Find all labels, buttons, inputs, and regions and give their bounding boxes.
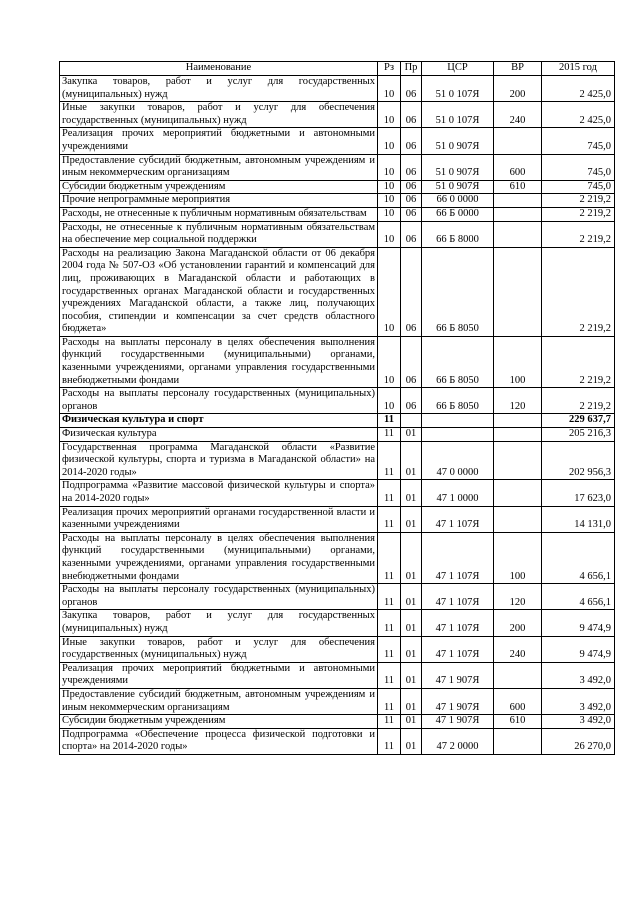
row-sum-cell: 17 623,0	[542, 480, 615, 506]
row-csr-cell: 47 1 907Я	[422, 688, 494, 714]
row-vr-cell	[494, 247, 542, 336]
row-sum-cell: 2 425,0	[542, 76, 615, 102]
row-pr-cell: 01	[401, 728, 422, 754]
row-name-cell: Расходы на выплаты персоналу государственных (муниципальных) органов	[60, 388, 378, 414]
row-csr-cell: 47 1 107Я	[422, 532, 494, 583]
row-vr-cell	[494, 662, 542, 688]
row-pr-cell: 01	[401, 480, 422, 506]
row-rz-cell: 10	[378, 388, 401, 414]
row-name-cell: Расходы на выплаты персоналу государственных (муниципальных) органов	[60, 584, 378, 610]
table-row	[60, 532, 615, 583]
row-sum-cell: 2 219,2	[542, 207, 615, 221]
row-rz-cell: 11	[378, 480, 401, 506]
row-csr-cell: 66 Б 8050	[422, 247, 494, 336]
row-pr-cell: 01	[401, 532, 422, 583]
row-rz-cell: 10	[378, 128, 401, 154]
row-name-cell: Государственная программа Магаданской области «Развитие физической культуры, спорта и туризма в Магаданской области» на 2014-2020 годы»	[60, 441, 378, 480]
row-rz-cell: 10	[378, 247, 401, 336]
row-vr-cell: 610	[494, 715, 542, 729]
row-rz-cell: 10	[378, 207, 401, 221]
row-rz-cell: 11	[378, 662, 401, 688]
row-sum-cell: 745,0	[542, 154, 615, 180]
row-name-cell: Субсидии бюджетным учреждениям	[60, 715, 378, 729]
table-row	[60, 102, 615, 128]
row-pr-cell: 01	[401, 715, 422, 729]
row-vr-cell	[494, 128, 542, 154]
row-pr-cell: 01	[401, 688, 422, 714]
row-rz-cell: 10	[378, 102, 401, 128]
row-sum-cell: 2 425,0	[542, 102, 615, 128]
row-csr-cell: 66 Б 8050	[422, 336, 494, 387]
row-csr-cell: 47 1 107Я	[422, 636, 494, 662]
table-row	[60, 336, 615, 387]
row-pr-cell	[401, 414, 422, 428]
row-pr-cell: 01	[401, 636, 422, 662]
row-pr-cell: 06	[401, 102, 422, 128]
row-rz-cell: 10	[378, 194, 401, 208]
row-vr-cell: 120	[494, 584, 542, 610]
row-pr-cell: 06	[401, 247, 422, 336]
row-csr-cell: 51 0 107Я	[422, 76, 494, 102]
row-vr-cell	[494, 207, 542, 221]
header-rz: Рз	[378, 62, 401, 76]
row-pr-cell: 01	[401, 610, 422, 636]
row-rz-cell: 11	[378, 506, 401, 532]
table-row	[60, 154, 615, 180]
row-vr-cell	[494, 221, 542, 247]
table-row	[60, 428, 615, 442]
table-row	[60, 728, 615, 754]
row-name-cell: Предоставление субсидий бюджетным, автономным учреждениям и иным некоммерческим организациям	[60, 688, 378, 714]
row-pr-cell: 01	[401, 662, 422, 688]
row-pr-cell: 06	[401, 154, 422, 180]
row-rz-cell: 11	[378, 610, 401, 636]
row-sum-cell: 202 956,3	[542, 441, 615, 480]
row-rz-cell: 10	[378, 336, 401, 387]
table-row	[60, 636, 615, 662]
budget-table	[59, 61, 615, 755]
table-row	[60, 180, 615, 194]
table-row	[60, 207, 615, 221]
row-vr-cell	[494, 441, 542, 480]
table-row	[60, 480, 615, 506]
row-vr-cell	[494, 194, 542, 208]
table-row	[60, 688, 615, 714]
table-row	[60, 715, 615, 729]
row-rz-cell: 10	[378, 76, 401, 102]
row-rz-cell: 11	[378, 688, 401, 714]
table-row	[60, 584, 615, 610]
row-pr-cell: 06	[401, 76, 422, 102]
row-name-cell: Подпрограмма «Развитие массовой физической культуры и спорта» на 2014-2020 годы»	[60, 480, 378, 506]
row-csr-cell: 51 0 107Я	[422, 102, 494, 128]
row-pr-cell: 06	[401, 207, 422, 221]
row-csr-cell: 66 Б 0000	[422, 207, 494, 221]
row-name-cell: Субсидии бюджетным учреждениям	[60, 180, 378, 194]
table-row	[60, 128, 615, 154]
row-sum-cell: 745,0	[542, 128, 615, 154]
table-row	[60, 506, 615, 532]
row-sum-cell: 2 219,2	[542, 247, 615, 336]
header-vr: ВР	[494, 62, 542, 76]
row-rz-cell: 10	[378, 221, 401, 247]
row-sum-cell: 2 219,2	[542, 194, 615, 208]
row-vr-cell: 600	[494, 688, 542, 714]
row-vr-cell	[494, 506, 542, 532]
row-rz-cell: 11	[378, 715, 401, 729]
row-name-cell: Закупка товаров, работ и услуг для государственных (муниципальных) нужд	[60, 76, 378, 102]
row-sum-cell: 2 219,2	[542, 388, 615, 414]
row-sum-cell: 4 656,1	[542, 532, 615, 583]
row-vr-cell	[494, 428, 542, 442]
row-vr-cell: 120	[494, 388, 542, 414]
row-pr-cell: 06	[401, 180, 422, 194]
row-rz-cell: 11	[378, 532, 401, 583]
row-vr-cell: 610	[494, 180, 542, 194]
row-pr-cell: 01	[401, 584, 422, 610]
row-sum-cell: 2 219,2	[542, 221, 615, 247]
row-pr-cell: 01	[401, 441, 422, 480]
row-sum-cell: 3 492,0	[542, 715, 615, 729]
row-sum-cell: 9 474,9	[542, 636, 615, 662]
row-pr-cell: 06	[401, 221, 422, 247]
row-name-cell: Расходы на выплаты персоналу в целях обеспечения выполнения функций государственными (муниципальными) органами, казенными учреждениями, органами управления государственными внебюджетными фондами	[60, 532, 378, 583]
row-csr-cell: 66 0 0000	[422, 194, 494, 208]
row-rz-cell: 11	[378, 441, 401, 480]
row-name-cell: Расходы, не отнесенные к публичным нормативным обязательствам	[60, 207, 378, 221]
row-rz-cell: 11	[378, 636, 401, 662]
row-csr-cell: 47 2 0000	[422, 728, 494, 754]
row-name-cell: Иные закупки товаров, работ и услуг для обеспечения государственных (муниципальных) нужд	[60, 636, 378, 662]
row-name-cell: Иные закупки товаров, работ и услуг для обеспечения государственных (муниципальных) нужд	[60, 102, 378, 128]
row-name-cell: Расходы, не отнесенные к публичным нормативным обязательствам на обеспечение мер социальной поддержки	[60, 221, 378, 247]
row-csr-cell: 51 0 907Я	[422, 154, 494, 180]
row-csr-cell	[422, 428, 494, 442]
row-name-cell: Расходы на выплаты персоналу в целях обеспечения выполнения функций государственными (муниципальными) органами, казенными учреждениями, органами управления государственными внебюджетными фондами	[60, 336, 378, 387]
row-pr-cell: 06	[401, 128, 422, 154]
table-header-row	[60, 62, 615, 76]
table-row	[60, 221, 615, 247]
row-name-cell: Реализация прочих мероприятий органами государственной власти и казенными учреждениями	[60, 506, 378, 532]
header-year: 2015 год	[542, 62, 615, 76]
header-name: Наименование	[60, 62, 378, 76]
row-csr-cell: 51 0 907Я	[422, 180, 494, 194]
row-csr-cell	[422, 414, 494, 428]
table-row	[60, 76, 615, 102]
table-row	[60, 610, 615, 636]
row-pr-cell: 01	[401, 506, 422, 532]
row-name-cell: Расходы на реализацию Закона Магаданской области от 06 декабря 2004 года № 507-ОЗ «Об установлении гарантий и компенсаций для лиц, проживающих в Магаданской области и работающих в государственных органах Магаданской области и государственных учреждениях Магаданской области, а также лиц, получающих пособия, стипендии и компенсации за счет средств областного бюджета»	[60, 247, 378, 336]
row-vr-cell	[494, 728, 542, 754]
row-vr-cell	[494, 414, 542, 428]
row-sum-cell: 229 637,7	[542, 414, 615, 428]
table-row	[60, 388, 615, 414]
table-row	[60, 662, 615, 688]
row-rz-cell: 10	[378, 154, 401, 180]
row-vr-cell: 240	[494, 102, 542, 128]
row-sum-cell: 9 474,9	[542, 610, 615, 636]
row-name-cell: Предоставление субсидий бюджетным, автономным учреждениям и иным некоммерческим организациям	[60, 154, 378, 180]
row-name-cell: Закупка товаров, работ и услуг для государственных (муниципальных) нужд	[60, 610, 378, 636]
row-rz-cell: 11	[378, 414, 401, 428]
row-name-cell: Реализация прочих мероприятий бюджетными и автономными учреждениями	[60, 662, 378, 688]
row-rz-cell: 11	[378, 728, 401, 754]
row-pr-cell: 01	[401, 428, 422, 442]
row-csr-cell: 47 0 0000	[422, 441, 494, 480]
row-pr-cell: 06	[401, 194, 422, 208]
row-csr-cell: 47 1 0000	[422, 480, 494, 506]
row-pr-cell: 06	[401, 388, 422, 414]
row-csr-cell: 47 1 907Я	[422, 662, 494, 688]
row-vr-cell: 100	[494, 336, 542, 387]
row-vr-cell: 100	[494, 532, 542, 583]
row-csr-cell: 66 Б 8050	[422, 388, 494, 414]
row-sum-cell: 2 219,2	[542, 336, 615, 387]
table-row	[60, 247, 615, 336]
table-row	[60, 194, 615, 208]
row-vr-cell: 200	[494, 76, 542, 102]
row-vr-cell	[494, 480, 542, 506]
row-vr-cell: 600	[494, 154, 542, 180]
row-rz-cell: 11	[378, 428, 401, 442]
row-csr-cell: 47 1 907Я	[422, 715, 494, 729]
row-csr-cell: 47 1 107Я	[422, 610, 494, 636]
header-csr: ЦСР	[422, 62, 494, 76]
row-sum-cell: 26 270,0	[542, 728, 615, 754]
row-sum-cell: 745,0	[542, 180, 615, 194]
table-body	[60, 76, 615, 755]
row-pr-cell: 06	[401, 336, 422, 387]
header-pr: Пр	[401, 62, 422, 76]
row-csr-cell: 47 1 107Я	[422, 584, 494, 610]
row-name-cell: Прочие непрограммные мероприятия	[60, 194, 378, 208]
row-vr-cell: 200	[494, 610, 542, 636]
row-rz-cell: 11	[378, 584, 401, 610]
row-sum-cell: 3 492,0	[542, 662, 615, 688]
row-name-cell: Физическая культура	[60, 428, 378, 442]
row-name-cell: Реализация прочих мероприятий бюджетными и автономными учреждениями	[60, 128, 378, 154]
row-sum-cell: 3 492,0	[542, 688, 615, 714]
row-csr-cell: 51 0 907Я	[422, 128, 494, 154]
table-row	[60, 414, 615, 428]
row-sum-cell: 4 656,1	[542, 584, 615, 610]
row-sum-cell: 205 216,3	[542, 428, 615, 442]
row-name-cell: Подпрограмма «Обеспечение процесса физической подготовки и спорта» на 2014-2020 годы»	[60, 728, 378, 754]
row-rz-cell: 10	[378, 180, 401, 194]
row-csr-cell: 47 1 107Я	[422, 506, 494, 532]
row-csr-cell: 66 Б 8000	[422, 221, 494, 247]
row-vr-cell: 240	[494, 636, 542, 662]
table-row	[60, 441, 615, 480]
row-sum-cell: 14 131,0	[542, 506, 615, 532]
row-name-cell: Физическая культура и спорт	[60, 414, 378, 428]
